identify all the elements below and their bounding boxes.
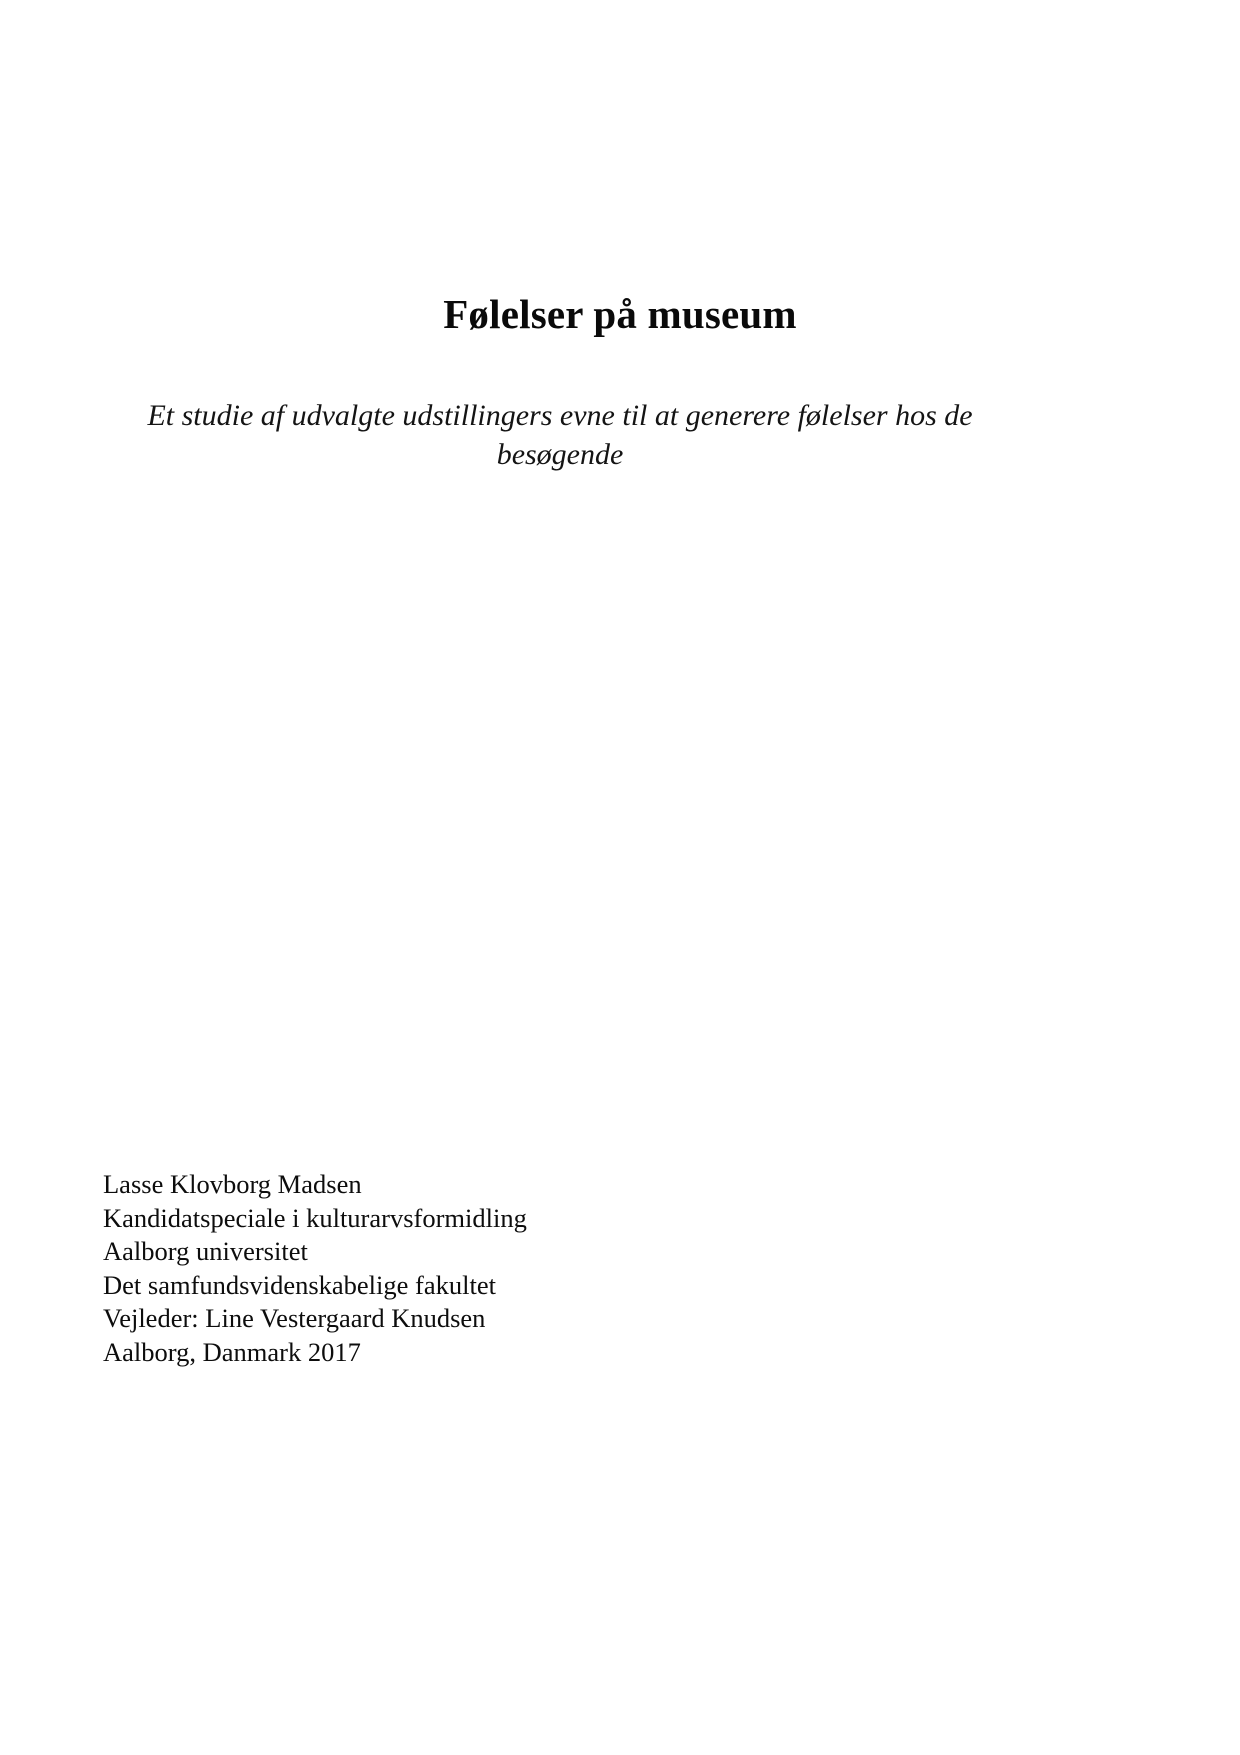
supervisor-name: Vejleder: Line Vestergaard Knudsen [103, 1303, 486, 1333]
degree-programme: Kandidatspeciale i kulturarvsformidling [103, 1202, 527, 1233]
title-block [0, 290, 1240, 338]
subtitle-block [140, 396, 980, 474]
author-name: Lasse Klovborg Madsen [103, 1169, 362, 1199]
document-subtitle: Et studie af udvalgte udstillingers evne til at generere følelser hos de besøgende [147, 399, 973, 471]
place-and-year: Aalborg, Danmark 2017 [103, 1336, 361, 1367]
university-name: Aalborg universitet [103, 1236, 308, 1266]
page-title: Følelser på museum [443, 291, 797, 337]
author-affiliation-block [103, 1168, 803, 1369]
faculty-name: Det samfundsvidenskabelige fakultet [103, 1269, 496, 1300]
